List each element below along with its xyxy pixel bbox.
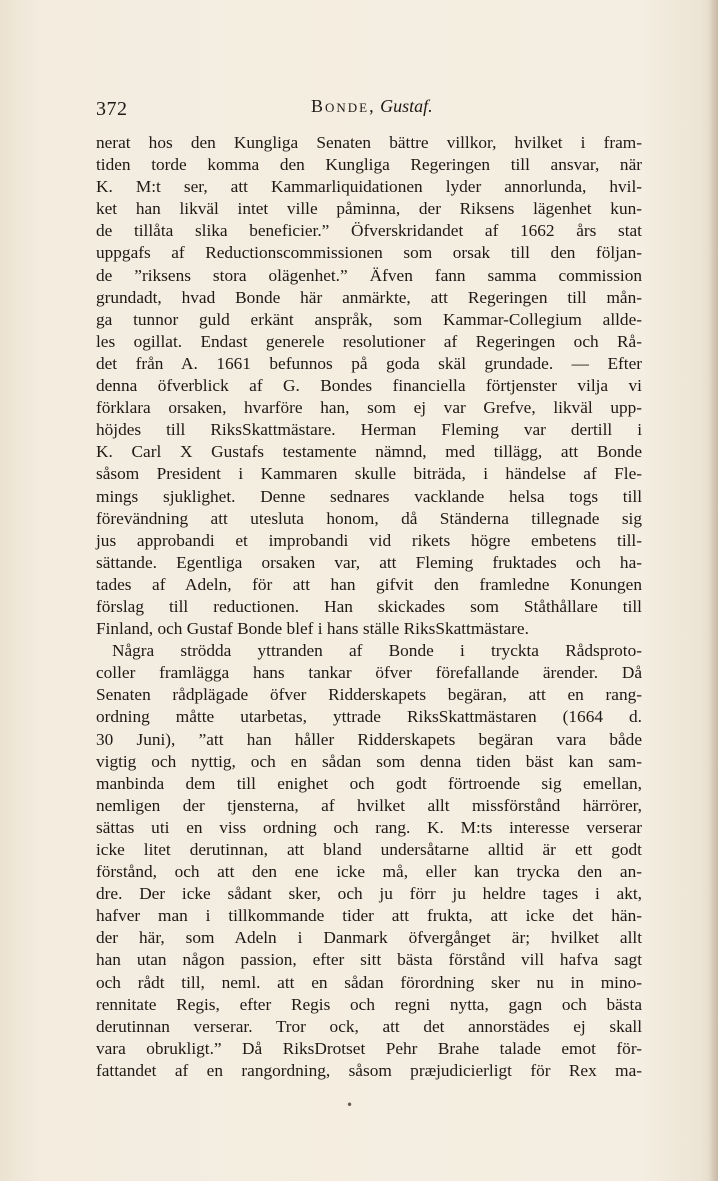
running-head-forename: Gustaf. [380,96,433,116]
text-line: les ogillat. Endast generele resolutioner af Regeringen och Rå- [96,331,642,351]
text-line: grundadt, hvad Bonde här anmärkte, att Regeringen till mån- [96,287,642,307]
text-line: manbinda dem till enighet och godt förtroende sig emellan, [96,773,642,793]
text-line: ga tunnor guld erkänt anspråk, som Kammar-Collegium allde- [96,309,642,329]
text-line: ket han likväl intet ville påminna, der Riksens lägenhet kun- [96,199,642,219]
text-line: det från A. 1661 befunnos på goda skäl grundade. — Efter [96,353,642,373]
text-line: fattandet af en rangordning, såsom præjudicierligt för Rex ma- [96,1060,642,1080]
text-line-paragraph-start: Några strödda yttranden af Bonde i tryckta Rådsproto- [112,641,642,661]
text-line: K. Carl X Gustafs testamente nämnd, med tillägg, att Bonde [96,442,642,462]
text-line: coller framlägga hans tankar öfver förefallande ärender. Då [96,663,642,683]
text-line: hafver man i tillkommande tider att frukta, att icke det hän- [96,906,642,926]
text-line: vara obrukligt.” Då RiksDrotset Pehr Brahe talade emot för- [96,1038,642,1058]
text-line: förevändning att utesluta honom, då Ständerna tillegnade sig [96,508,642,528]
text-line: dre. Der icke sådant sker, och ju förr ju heldre tages i akt, [96,884,642,904]
text-line: K. M:t ser, att Kammarliquidationen lyder annorlunda, hvil- [96,177,642,197]
running-head-surname: Bonde, [311,96,376,116]
text-line: 30 Juni), ”att han håller Ridderskapets begäran vara både [96,729,642,749]
text-line: höjdes till RiksSkattmästare. Herman Fleming var dertill i [96,420,642,440]
page-number: 372 [96,98,128,120]
text-line: mings sjuklighet. Denne sednares vacklande helsa togs till [96,486,642,506]
text-line: såsom President i Kammaren skulle biträda, i händelse af Fle- [96,464,642,484]
page-edge-shadow [708,0,718,1181]
text-line: rennitate Regis, efter Regis och regni nytta, gagn och bästa [96,994,642,1014]
text-line: och rådt till, neml. att en sådan förordning sker nu in mino- [96,972,642,992]
body-text [96,132,642,1082]
text-line: vigtig och nyttig, och en sådan som denna tiden bäst kan sam- [96,751,642,771]
text-line: nemligen der tjensterna, af hvilket allt missförstånd härrörer, [96,795,642,815]
text-line: förstånd, och att den ene icke må, eller kan trycka den an- [96,862,642,882]
text-line: de tillåta slika beneficier.” Öfverskridandet af 1662 års stat [96,221,642,241]
text-line: förslag till reductionen. Han skickades som Ståthållare till [96,596,642,616]
text-line: sättas uti en viss ordning och rang. K. M:ts interesse verserar [96,817,642,837]
running-head [311,96,433,117]
text-line: han utan någon passion, efter sitt bästa förstånd vill hafva sagt [96,950,642,970]
text-line: uppgafs af Reductionscommissionen som orsak till den följan- [96,243,642,263]
text-line: tiden torde komma den Kungliga Regeringen till ansvar, när [96,155,642,175]
page-header [96,94,636,124]
footer-mark: • [346,1098,354,1112]
text-line: denna öfverblick af G. Bondes financiella förtjenster vilja vi [96,376,642,396]
text-line: de ”riksens stora olägenhet.” Äfven fann samma commission [96,265,642,285]
text-line: sättande. Egentliga orsaken var, att Fleming fruktades och ha- [96,552,642,572]
text-line: icke litet derutinnan, att bland undersåtarne alltid är ett godt [96,840,642,859]
text-line: nerat hos den Kungliga Senaten bättre villkor, hvilket i fram- [96,133,642,152]
text-line: der här, som Adeln i Danmark öfvergånget är; hvilket allt [96,928,642,948]
text-line: Senaten rådplägade öfver Ridderskapets begäran, att en rang- [96,685,642,705]
text-line: jus approbandi et improbandi vid rikets högre embetens till- [96,530,642,550]
text-line: derutinnan verserar. Tror ock, att det annorstädes ej skall [96,1016,642,1036]
text-line: ordning måtte utarbetas, yttrade RiksSkattmästaren (1664 d. [96,707,642,727]
text-line: tades af Adeln, för att han gifvit den framledne Konungen [96,574,642,594]
text-line: Finland, och Gustaf Bonde blef i hans ställe RiksSkattmästare. [96,619,529,639]
text-line: förklara orsaken, hvarföre han, som ej var Grefve, likväl upp- [96,398,642,418]
